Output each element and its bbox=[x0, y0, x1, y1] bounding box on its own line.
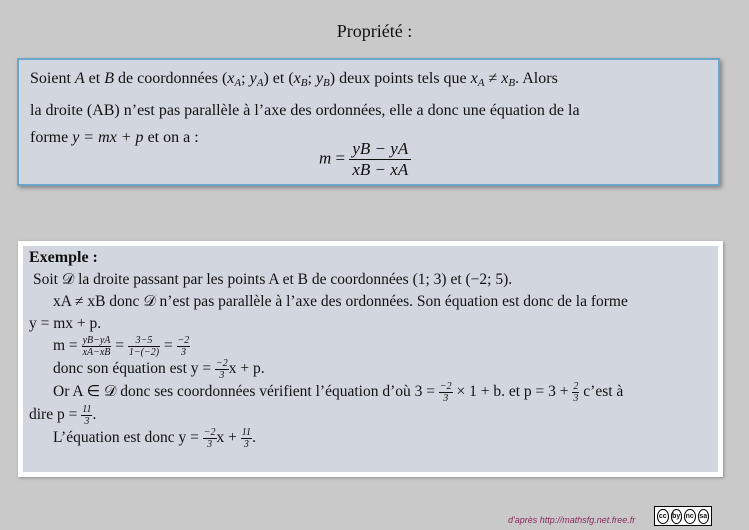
property-text-segment: forme bbox=[30, 129, 73, 146]
fraction-denominator: xB − xA bbox=[352, 160, 409, 179]
text-segment: x + p. bbox=[228, 360, 265, 378]
fraction bbox=[215, 358, 229, 381]
fraction-numerator: yB − yA bbox=[349, 139, 411, 160]
fraction-numerator: 3−5 bbox=[128, 335, 160, 347]
fraction-denominator: 3 bbox=[219, 370, 225, 381]
point-a: A bbox=[74, 70, 85, 87]
fraction bbox=[439, 381, 453, 404]
point-b: B bbox=[104, 70, 114, 87]
property-text-segment: . Alors bbox=[515, 70, 558, 87]
slope-fraction bbox=[349, 139, 411, 180]
equals-sign: = bbox=[335, 148, 346, 168]
var-x: x bbox=[501, 70, 509, 87]
property-text-segment: Soient bbox=[30, 70, 75, 87]
example-line-3: y = mx + p. bbox=[29, 315, 102, 332]
fraction bbox=[203, 427, 217, 450]
fraction-denominator: 3 bbox=[243, 439, 249, 450]
slope-formula bbox=[319, 139, 411, 180]
text-segment: . bbox=[252, 429, 256, 447]
example-line-8 bbox=[29, 427, 717, 450]
subscript: B bbox=[508, 77, 516, 89]
var-y: y bbox=[315, 70, 324, 87]
fraction bbox=[128, 335, 160, 358]
sa-icon: sa bbox=[698, 509, 710, 524]
text-segment: . bbox=[92, 406, 97, 424]
subscript: A bbox=[234, 77, 242, 89]
fraction bbox=[81, 404, 92, 427]
fraction-numerator: −2 bbox=[216, 358, 228, 369]
page-title: Propriété : bbox=[336, 21, 413, 41]
line-equation: y = mx + p bbox=[72, 129, 144, 146]
text-segment: × 1 + b. et p = 3 + bbox=[452, 383, 573, 401]
fraction-numerator: yB−yA bbox=[82, 335, 111, 346]
var-x: x bbox=[470, 70, 478, 87]
subscript: B bbox=[323, 77, 330, 89]
fraction-numerator: 11 bbox=[82, 404, 92, 415]
example-content bbox=[29, 247, 717, 450]
subscript: A bbox=[256, 77, 264, 89]
equals-sign: = bbox=[160, 337, 177, 355]
fraction-numerator: −2 bbox=[177, 335, 190, 346]
by-icon: by bbox=[671, 509, 683, 524]
subscript: B bbox=[300, 77, 308, 89]
property-text-segment: ) deux points tels que bbox=[329, 70, 471, 87]
text-segment: y = bbox=[190, 360, 216, 378]
fraction-denominator: xA−xB bbox=[82, 347, 111, 358]
example-line-6 bbox=[29, 381, 717, 404]
example-line-2: xA ≠ xB donc 𝒟 n’est pas parallèle à l’axe des ordonnées. Son équation est donc de la forme bbox=[53, 293, 628, 310]
property-text-segment: ; bbox=[241, 70, 250, 87]
example-line-1: Soit 𝒟 la droite passant par les points A et B de coordonnées (1; 3) et (−2; 5). bbox=[33, 271, 513, 288]
text-segment: donc son équation est bbox=[53, 360, 191, 378]
text-segment: x + bbox=[216, 429, 241, 447]
text-segment: c’est à bbox=[579, 383, 624, 401]
text-segment: Or A ∈ 𝒟 donc ses coordonnées vérifient l’équation d’où 3 = bbox=[53, 383, 439, 401]
example-box bbox=[18, 241, 723, 477]
fraction-denominator: 3 bbox=[443, 393, 449, 404]
var-y: y bbox=[249, 70, 257, 87]
cc-license-badge[interactable] bbox=[654, 506, 712, 526]
fraction-denominator: 1−(−2) bbox=[128, 347, 160, 358]
var-m: m bbox=[319, 148, 332, 168]
property-text-segment: de coordonnées ( bbox=[114, 70, 228, 87]
property-box bbox=[17, 58, 720, 186]
text-segment: dire p = bbox=[29, 406, 82, 424]
property-text-segment: ; bbox=[307, 70, 316, 87]
property-line-2: la droite (AB) n’est pas parallèle à l’axe des ordonnées, elle a donc une équation de la bbox=[30, 102, 580, 119]
fraction-denominator: 3 bbox=[84, 416, 90, 427]
fraction bbox=[177, 335, 191, 358]
property-text-segment: et bbox=[84, 70, 105, 87]
fraction-denominator: 3 bbox=[207, 439, 213, 450]
property-text-segment: et on a : bbox=[143, 129, 199, 146]
fraction-numerator: 2 bbox=[573, 381, 579, 392]
example-line-7 bbox=[29, 404, 717, 427]
text-segment: L’équation est donc y = bbox=[53, 429, 203, 447]
fraction-numerator: −2 bbox=[203, 427, 216, 438]
example-line-5 bbox=[29, 358, 717, 381]
var-x: x bbox=[227, 70, 235, 87]
source-link[interactable]: d'après http://mathsfg.net.free.fr bbox=[508, 515, 636, 525]
fraction-numerator: 11 bbox=[241, 427, 252, 438]
cc-icon: cc bbox=[657, 509, 669, 524]
fraction-denominator: 3 bbox=[180, 347, 186, 358]
fraction bbox=[82, 335, 112, 358]
fraction bbox=[241, 427, 252, 450]
property-text-segment: ) et ( bbox=[263, 70, 294, 87]
var-x: x bbox=[293, 70, 301, 87]
equals-sign: = bbox=[111, 337, 128, 355]
example-line-4 bbox=[29, 335, 717, 358]
fraction-denominator: 3 bbox=[573, 393, 579, 404]
neq-symbol: ≠ bbox=[488, 70, 498, 87]
example-heading: Exemple : bbox=[29, 249, 98, 266]
nc-icon: nc bbox=[684, 509, 696, 524]
fraction-numerator: −2 bbox=[439, 381, 452, 392]
subscript: A bbox=[477, 77, 485, 89]
text-segment: m = bbox=[53, 337, 82, 355]
